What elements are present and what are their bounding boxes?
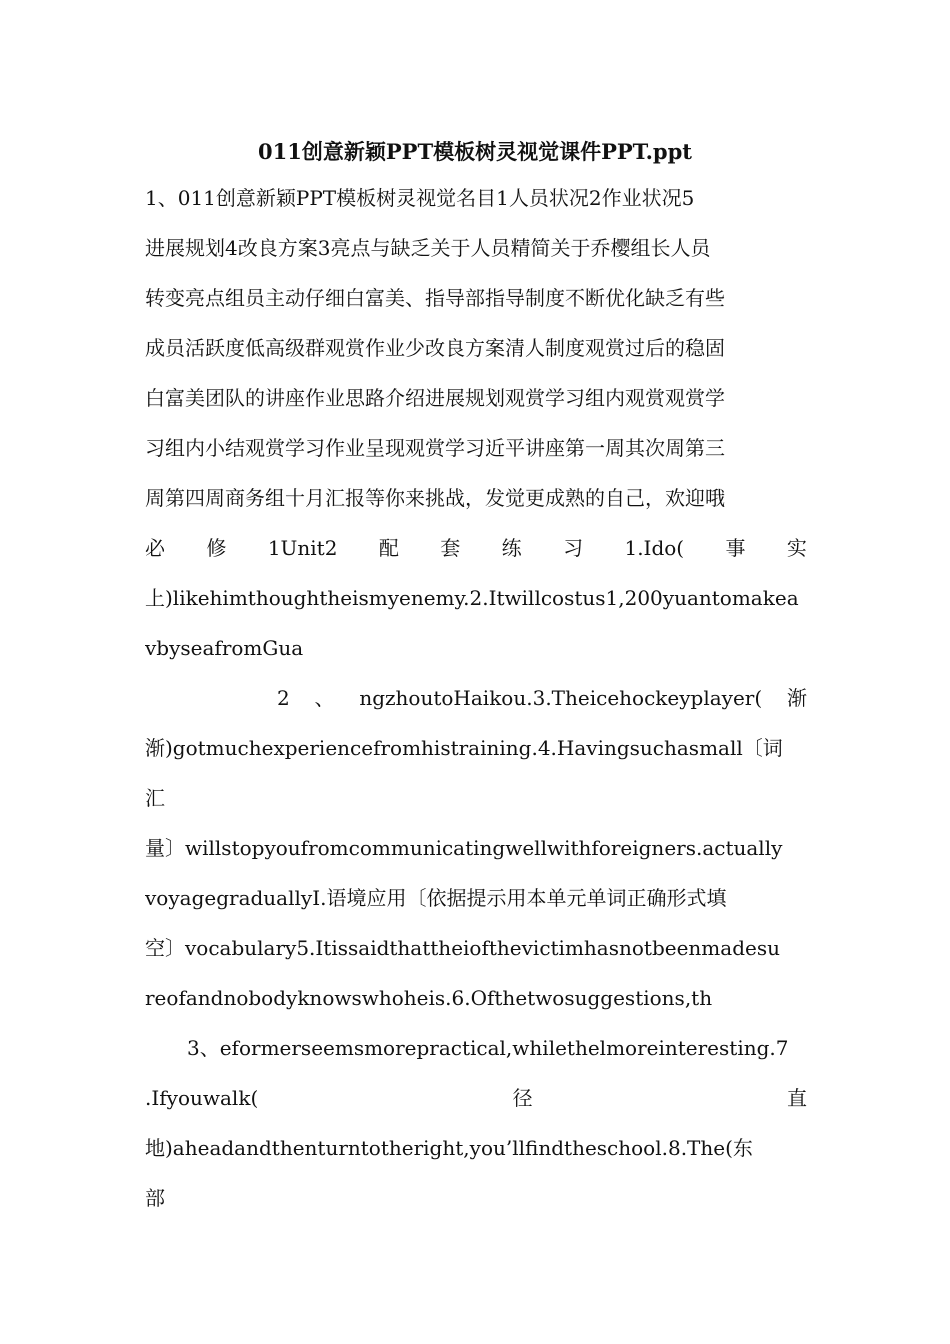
text-line: 渐)gotmuchexperiencefromhistraining.4.Havingsuchasmall〔词 bbox=[145, 736, 783, 760]
text-word: 、 bbox=[314, 686, 335, 710]
text-line: 习组内小结观赏学习作业呈现观赏学习近平讲座第一周其次周第三 bbox=[145, 436, 725, 460]
text-line: 上)likehimthoughtheismyenemy.2.Itwillcostus1,200yuantomakea bbox=[145, 586, 799, 610]
text-line: reofandnobodyknowswhoheis.6.Ofthetwosuggestions,th bbox=[145, 986, 713, 1010]
text-line-justified bbox=[145, 531, 807, 565]
text-line: 进展规划4改良方案3亮点与缺乏关于人员精简关于乔樱组长人员 bbox=[145, 236, 711, 260]
text-line: 转变亮点组员主动仔细白富美、指导部指导制度不断优化缺乏有些 bbox=[145, 286, 725, 310]
text-line: vbyseafromGua bbox=[145, 636, 304, 660]
text-word: 直 bbox=[787, 1086, 807, 1110]
text-word: 1Unit2 bbox=[267, 536, 338, 560]
text-word: ngzhoutoHaikou.3.Theicehockeyplayer( bbox=[359, 686, 763, 710]
text-word: 径 bbox=[512, 1086, 533, 1110]
text-word: 习 bbox=[563, 536, 584, 560]
text-word: 修 bbox=[206, 536, 227, 560]
text-line: 部 bbox=[145, 1186, 165, 1210]
text-word: 配 bbox=[378, 536, 399, 560]
text-word: .Ifyouwalk( bbox=[145, 1086, 259, 1110]
text-line: 汇 bbox=[145, 786, 165, 810]
text-line: 3、eformerseemsmorepractical,whilethelmoreinteresting.7 bbox=[187, 1036, 789, 1060]
text-line: 量〕willstopyoufromcommunicatingwellwithforeigners.actually bbox=[145, 836, 783, 860]
text-line-justified bbox=[145, 1081, 807, 1115]
text-line: 地)aheadandthenturntotheright,you’llfindtheschool.8.The(东 bbox=[145, 1136, 753, 1160]
text-word: 事 bbox=[725, 536, 746, 560]
text-word: 1.Ido( bbox=[624, 536, 685, 560]
text-word: 必 bbox=[145, 536, 165, 560]
text-line: voyagegraduallyⅠ.语境应用〔依据提示用本单元单词正确形式填 bbox=[145, 886, 727, 910]
text-line-justified bbox=[145, 681, 807, 715]
text-word: 套 bbox=[440, 536, 461, 560]
text-line: 空〕vocabulary5.Itissaidthattheiofthevictimhasnotbeenmadesu bbox=[145, 936, 780, 960]
text-word: 2 bbox=[277, 686, 290, 710]
text-word: 练 bbox=[501, 536, 522, 560]
text-line: 白富美团队的讲座作业思路介绍进展规划观赏学习组内观赏观赏学 bbox=[145, 386, 725, 410]
text-word: 渐 bbox=[786, 686, 807, 710]
text-line: 成员活跃度低高级群观赏作业少改良方案清人制度观赏过后的稳固 bbox=[145, 336, 725, 360]
text-line: 周第四周商务组十月汇报等你来挑战，发觉更成熟的自己，欢迎哦 bbox=[145, 486, 725, 510]
text-line: 1、011创意新颖PPT模板树灵视觉名目1人员状况2作业状况5 bbox=[145, 186, 695, 210]
document-title: 011创意新颖PPT模板树灵视觉课件PPT.ppt bbox=[258, 139, 692, 164]
text-word: 实 bbox=[786, 536, 807, 560]
